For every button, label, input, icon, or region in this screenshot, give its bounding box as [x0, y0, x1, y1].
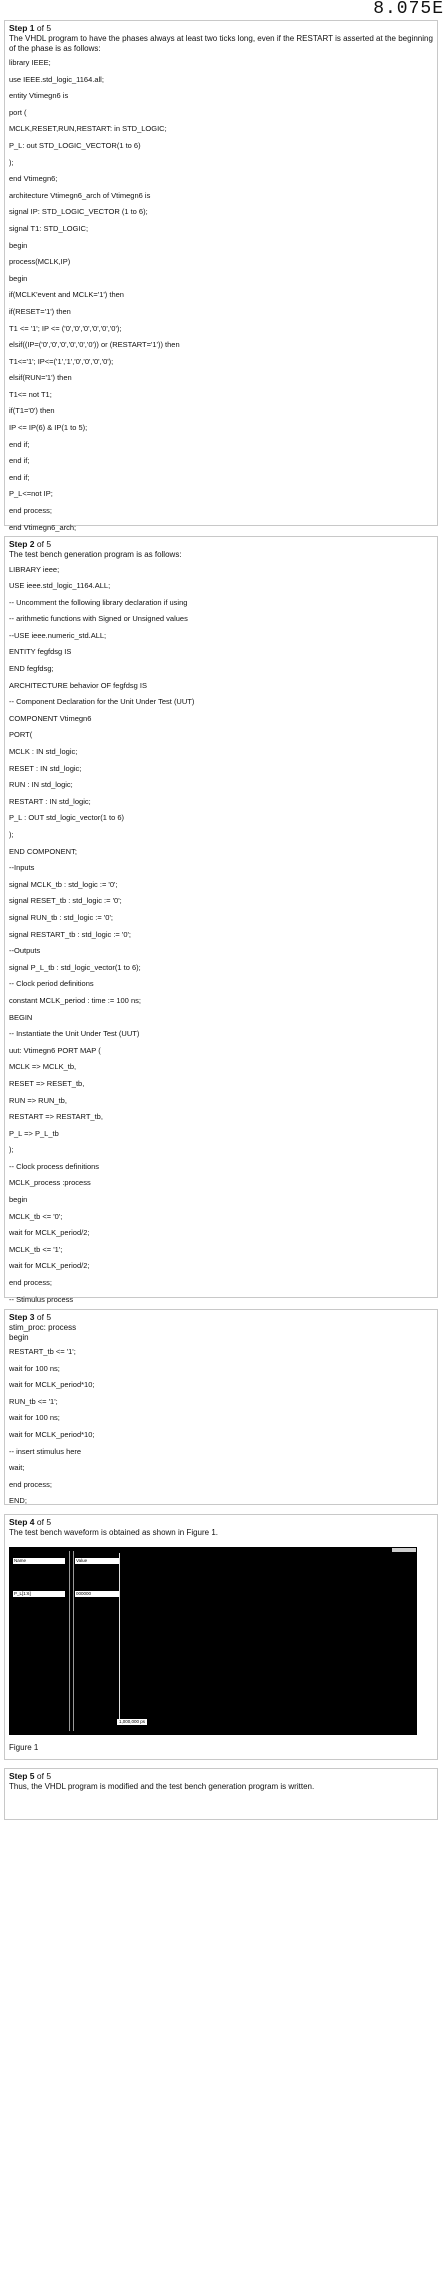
code-line: ); — [9, 1145, 14, 1155]
code-line: --Outputs — [9, 946, 41, 956]
code-line: T1<= not T1; — [9, 389, 52, 399]
code-line: begin — [9, 240, 28, 250]
code-line: end if; — [9, 472, 30, 482]
code-line: signal RESTART_tb : std_logic := '0'; — [9, 929, 132, 939]
waveform-figure — [9, 1547, 417, 1735]
code-line: T1<='1'; IP<=('1','1','0','0','0','0'); — [9, 356, 114, 366]
code-line: port ( — [9, 107, 27, 117]
code-line: BEGIN — [9, 1012, 33, 1022]
code-line: if(MCLK'event and MCLK='1') then — [9, 290, 124, 300]
code-line: end Vtimegn6_arch; — [9, 522, 77, 532]
step-2-total: of 5 — [36, 539, 52, 549]
step-2-card — [4, 536, 438, 1304]
step-2-heading — [9, 539, 433, 549]
code-line: P_L: out STD_LOGIC_VECTOR(1 to 6) — [9, 140, 141, 150]
code-line: USE ieee.std_logic_1164.ALL; — [9, 581, 111, 591]
code-line: signal MCLK_tb : std_logic := '0'; — [9, 879, 118, 889]
step-3-intro: stim_proc: process begin — [9, 1323, 77, 1342]
code-line: PORT( — [9, 730, 33, 740]
step-2-code — [5, 562, 437, 1309]
code-line: RUN => RUN_tb, — [9, 1095, 67, 1105]
step-5-number: 5 — [29, 1771, 35, 1781]
code-line: --Inputs — [9, 863, 35, 873]
code-line: MCLK_tb <= '0'; — [9, 1211, 63, 1221]
code-line: -- Component Declaration for the Unit Under Test (UUT) — [9, 697, 195, 707]
code-line: -- Clock process definitions — [9, 1161, 100, 1171]
code-line: library IEEE; — [9, 58, 51, 67]
code-line: signal RUN_tb : std_logic := '0'; — [9, 912, 113, 922]
code-line: RESTART => RESTART_tb, — [9, 1112, 103, 1122]
code-line: wait for 100 ns; — [9, 1363, 60, 1373]
step-1-number: 1 — [29, 23, 35, 33]
waveform-value-column: Value — [75, 1558, 119, 1564]
code-line: P_L : OUT std_logic_vector(1 to 6) — [9, 813, 125, 823]
code-line: elsif(RUN='1') then — [9, 373, 72, 383]
step-2-label: Step — [9, 539, 28, 549]
code-line: ); — [9, 830, 14, 839]
code-line: -- arithmetic functions with Signed or Unsigned values — [9, 614, 188, 624]
step-3-heading — [9, 1312, 433, 1322]
code-line: -- Instantiate the Unit Under Test (UUT) — [9, 1029, 140, 1039]
code-line: if(RESET='1') then — [9, 306, 71, 316]
step-4-card — [4, 1514, 438, 1760]
code-line: END fegfdsg; — [9, 664, 54, 674]
code-line: END COMPONENT; — [9, 846, 77, 856]
code-line: constant MCLK_period : time := 100 ns; — [9, 995, 141, 1005]
code-line: IP <= IP(6) & IP(1 to 5); — [9, 423, 88, 433]
code-line: MCLK_process :process — [9, 1178, 91, 1188]
waveform-cursor — [119, 1553, 120, 1723]
code-line: end process; — [9, 1479, 52, 1489]
step-2-number: 2 — [29, 539, 35, 549]
code-line: MCLK_tb <= '1'; — [9, 1244, 63, 1254]
step-4-intro: The test bench waveform is obtained as shown in Figure 1. — [9, 1528, 218, 1537]
code-line: elsif((IP=('0','0','0','0','0','0')) or (RESTART='1')) then — [9, 340, 180, 350]
code-line: RESET : IN std_logic; — [9, 763, 82, 773]
code-line: wait; — [9, 1463, 25, 1473]
code-line: end if; — [9, 439, 30, 449]
step-4-heading — [9, 1517, 433, 1527]
step-3-label: Step — [9, 1312, 28, 1322]
waveform-name-column: Name — [13, 1558, 65, 1564]
code-line: wait for MCLK_period*10; — [9, 1429, 95, 1439]
code-line: T1 <= '1'; IP <= ('0','0','0','0','0','0'); — [9, 323, 122, 333]
code-line: signal P_L_tb : std_logic_vector(1 to 6); — [9, 962, 141, 972]
code-line: COMPONENT Vtimegn6 — [9, 713, 92, 723]
step-1-total: of 5 — [36, 23, 52, 33]
step-3-total: of 5 — [36, 1312, 52, 1322]
code-line: MCLK : IN std_logic; — [9, 747, 78, 757]
code-line: ARCHITECTURE behavior OF fegfdsg IS — [9, 680, 147, 690]
waveform-signal-value: 000000 — [75, 1591, 119, 1597]
code-line: use IEEE.std_logic_1164.all; — [9, 74, 104, 84]
step-5-heading — [9, 1771, 433, 1781]
code-line: uut: Vtimegn6 PORT MAP ( — [9, 1045, 101, 1055]
code-line: END; — [9, 1496, 27, 1506]
step-1-code — [5, 55, 437, 536]
code-line: wait for 100 ns; — [9, 1413, 60, 1423]
code-line: signal IP: STD_LOGIC_VECTOR (1 to 6); — [9, 207, 148, 217]
code-line: -- Uncomment the following library declaration if using — [9, 597, 188, 607]
step-1-card — [4, 20, 438, 532]
figure-toolbar-strip — [392, 1548, 416, 1552]
code-line: end process; — [9, 1278, 52, 1288]
code-line: architecture Vtimegn6_arch of Vtimegn6 is — [9, 190, 151, 200]
waveform-divider-1 — [69, 1551, 70, 1731]
step-4-label: Step — [9, 1517, 28, 1527]
code-line: end process; — [9, 506, 52, 516]
waveform-divider-2 — [73, 1551, 74, 1731]
step-1-intro: The VHDL program to have the phases always at least two ticks long, even if the RESTART is asserted at the beginning of the phase is as follows: — [9, 34, 433, 53]
code-line: LIBRARY ieee; — [9, 564, 60, 574]
step-4-number: 4 — [29, 1517, 35, 1527]
code-line: --USE ieee.numeric_std.ALL; — [9, 630, 107, 640]
code-line: wait for MCLK_period*10; — [9, 1380, 95, 1390]
step-5-label: Step — [9, 1771, 28, 1781]
step-3-card — [4, 1309, 438, 1505]
step-3-number: 3 — [29, 1312, 35, 1322]
code-line: ENTITY fegfdsg IS — [9, 647, 72, 657]
code-line: begin — [9, 1195, 28, 1205]
code-line: RUN_tb <= '1'; — [9, 1396, 58, 1406]
code-line: signal T1: STD_LOGIC; — [9, 223, 89, 233]
code-line: P_L => P_L_tb — [9, 1128, 59, 1138]
code-line: signal RESET_tb : std_logic := '0'; — [9, 896, 122, 906]
code-line: -- Stimulus process — [9, 1294, 74, 1304]
code-line: ); — [9, 157, 14, 167]
code-line: P_L<=not IP; — [9, 489, 53, 499]
code-line: wait for MCLK_period/2; — [9, 1228, 90, 1238]
step-3-code — [5, 1344, 437, 1510]
code-line: end if; — [9, 456, 30, 466]
step-5-intro: Thus, the VHDL program is modified and the test bench generation program is written. — [9, 1782, 315, 1791]
code-line: MCLK,RESET,RUN,RESTART: in STD_LOGIC; — [9, 124, 167, 134]
waveform-signal-name: P_L[1:6] — [13, 1591, 65, 1597]
code-line: wait for MCLK_period/2; — [9, 1261, 90, 1271]
step-4-total: of 5 — [36, 1517, 52, 1527]
code-line: if(T1='0') then — [9, 406, 55, 416]
step-1-label: Step — [9, 23, 28, 33]
code-line: RESTART : IN std_logic; — [9, 796, 91, 806]
code-line: -- Clock period definitions — [9, 979, 94, 989]
code-line: RESET => RESET_tb, — [9, 1078, 85, 1088]
code-line: end Vtimegn6; — [9, 174, 58, 184]
step-5-card — [4, 1768, 438, 1820]
figure-caption: Figure 1 — [9, 1743, 39, 1752]
code-line: -- insert stimulus here — [9, 1446, 82, 1456]
step-1-heading — [9, 23, 433, 33]
header-code: 8.075E — [373, 0, 444, 19]
step-5-total: of 5 — [36, 1771, 52, 1781]
step-2-intro: The test bench generation program is as follows: — [9, 550, 182, 559]
code-line: RESTART_tb <= '1'; — [9, 1347, 76, 1356]
code-line: entity Vtimegn6 is — [9, 91, 69, 101]
code-line: RUN : IN std_logic; — [9, 780, 73, 790]
code-line: begin — [9, 273, 28, 283]
code-line: process(MCLK,IP) — [9, 257, 71, 267]
waveform-time-marker: 1,000,000 ps — [119, 1719, 146, 1724]
code-line: MCLK => MCLK_tb, — [9, 1062, 77, 1072]
